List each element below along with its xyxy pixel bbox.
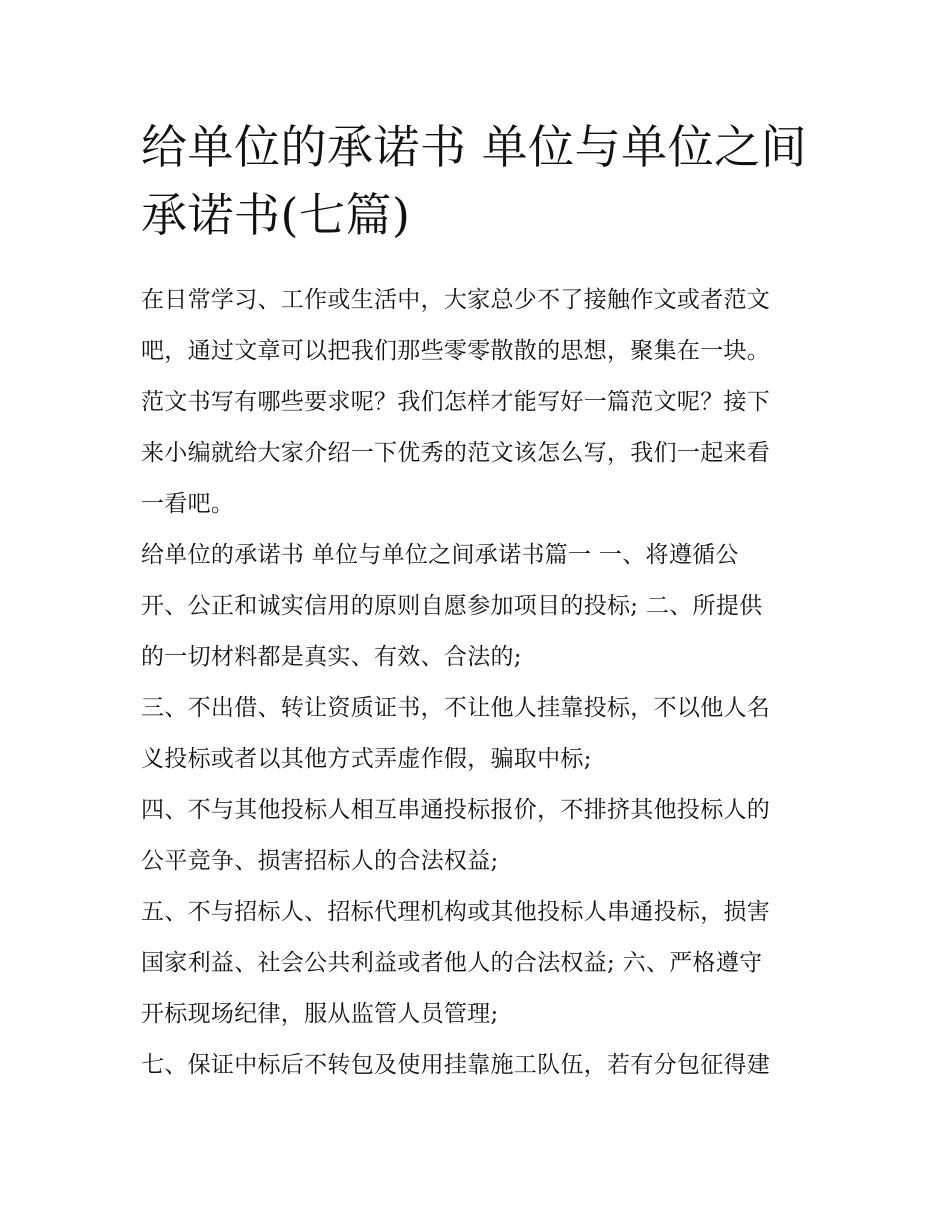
paragraph-line: 给单位的承诺书 单位与单位之间承诺书篇一 一、将遵循公 <box>141 542 739 568</box>
paragraph-line: 范文书写有哪些要求呢？我们怎样才能写好一篇范文呢？接下 <box>141 389 771 415</box>
document-title: 给单位的承诺书 单位与单位之间承诺书(七篇) <box>141 120 808 242</box>
paragraph-line: 开标现场纪律，服从监管人员管理; <box>141 1001 499 1027</box>
paragraph-line: 义投标或者以其他方式弄虚作假，骗取中标; <box>141 746 592 772</box>
paragraph-line: 公平竞争、损害招标人的合法权益; <box>141 848 499 874</box>
paragraph-line: 国家利益、社会公共利益或者他人的合法权益; 六、严格遵守 <box>141 950 763 976</box>
paragraph-line: 七、保证中标后不转包及使用挂靠施工队伍，若有分包征得建 <box>141 1052 771 1078</box>
paragraph-line: 四、不与其他投标人相互串通投标报价，不排挤其他投标人的 <box>141 797 771 823</box>
paragraph-line: 五、不与招标人、招标代理机构或其他投标人串通投标，损害 <box>141 899 771 925</box>
document-body <box>141 275 821 1091</box>
paragraph-line: 三、不出借、转让资质证书，不让他人挂靠投标，不以他人名 <box>141 695 771 721</box>
paragraph-line: 开、公正和诚实信用的原则自愿参加项目的投标; 二、所提供 <box>141 593 763 619</box>
paragraph-line: 来小编就给大家介绍一下优秀的范文该怎么写，我们一起来看 <box>141 440 771 466</box>
document-content <box>141 113 821 1091</box>
paragraph-line: 吧，通过文章可以把我们那些零零散散的思想，聚集在一块。 <box>141 338 771 364</box>
paragraph-line: 在日常学习、工作或生活中，大家总少不了接触作文或者范文 <box>141 287 771 313</box>
paragraph-line: 的一切材料都是真实、有效、合法的; <box>141 644 522 670</box>
paragraph-line: 一看吧。 <box>141 491 235 517</box>
